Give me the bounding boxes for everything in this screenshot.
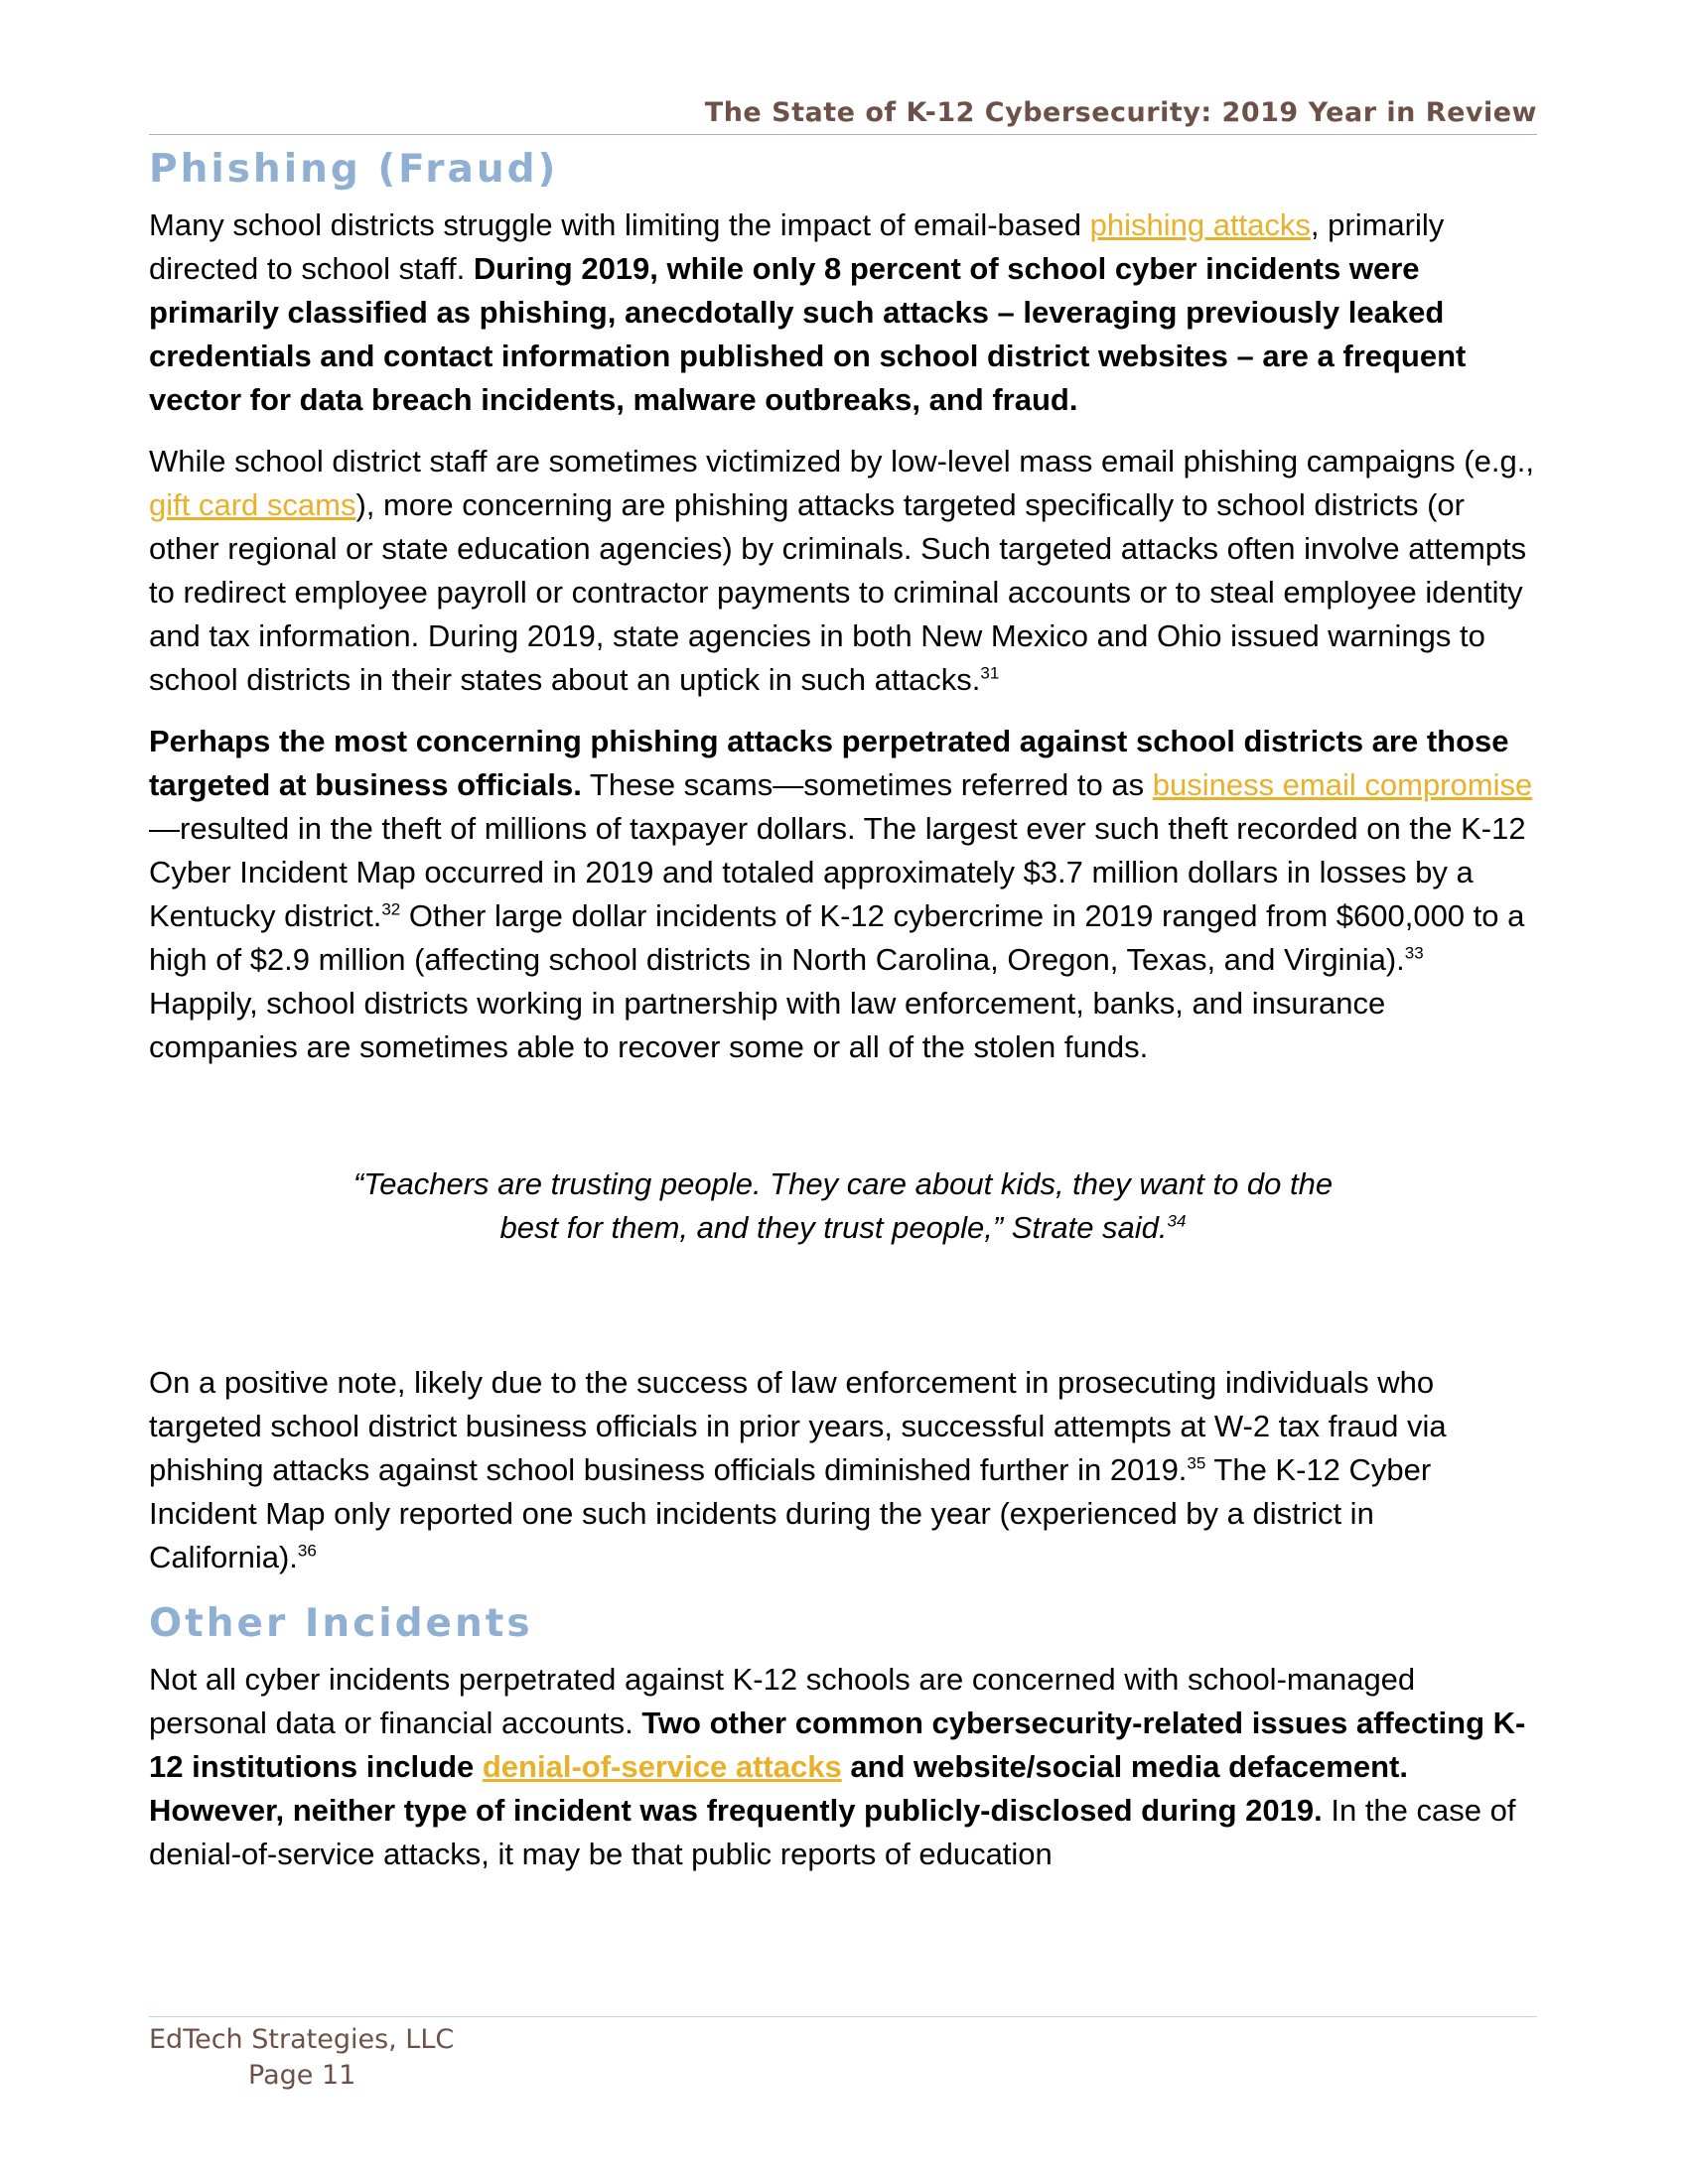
text-run: Other large dollar incidents of K-12 cybercrime in 2019 ranged from $600,000 to a high of $2.9 million (affecting school districts in North Carolina, Oregon, Texas, and Virginia). (149, 897, 1525, 977)
bold-text-run: Perhaps the most concerning phishing attacks perpetrated against school districts are those targeted at business officials. (149, 723, 1509, 802)
page-footer (149, 2022, 454, 2094)
text-run: Many school districts struggle with limiting the impact of email-based (149, 206, 1090, 242)
paragraph-w2-fraud (149, 1361, 1537, 1579)
text-run: These scams—sometimes referred to as (581, 766, 1153, 802)
footnote-ref-36: 36 (297, 1541, 317, 1561)
link-business-email-compromise[interactable]: business email compromise (1152, 766, 1533, 802)
document-body (149, 147, 1537, 1894)
text-run: Not all cyber incidents perpetrated against K-12 schools are concerned with school-managed personal data or financial accounts. (149, 1661, 1416, 1740)
footnote-ref-32: 32 (381, 899, 401, 919)
text-run: While school district staff are sometimes victimized by low-level mass email phishing campaigns (e.g., (149, 443, 1534, 478)
section-heading-other-incidents: Other Incidents (149, 1600, 533, 1646)
page-number: Page 11 (248, 2060, 356, 2091)
bold-text-run: During 2019, while only 8 percent of school cyber incidents were primarily classified as phishing, anecdotally such attacks – leveraging previously leaked credentials and contact information published on school district websites – are a frequent vector for data breach incidents, malware outbreaks, and fraud. (149, 250, 1467, 417)
footer-divider (149, 2016, 1537, 2017)
section-heading-phishing: Phishing (Fraud) (149, 147, 559, 192)
link-denial-of-service-attacks[interactable]: denial-of-service attacks (482, 1748, 842, 1784)
text-run: —resulted in the theft of millions of taxpayer dollars. The largest ever such theft recorded on the K-12 Cyber Incident Map occurred in 2019 and totaled approximately $3.7 million dollars in losses by a Kentucky district. (149, 810, 1526, 933)
quote-line-1: “Teachers are trusting people. They care about kids, they want to do the (352, 1165, 1334, 1201)
paragraph-business-officials (149, 720, 1537, 1069)
header-divider (149, 134, 1537, 135)
footer-company: EdTech Strategies, LLC (149, 2024, 455, 2055)
footnote-ref-35: 35 (1187, 1453, 1206, 1473)
text-run: ), more concerning are phishing attacks targeted specifically to school districts (or other regional or state education agencies) by criminals. Such targeted attacks often involve attempts to redirect employee payroll or contractor payments to criminal accounts or to steal employee identity and tax information. During 2019, state agencies in both New Mexico and Ohio issued warnings to school districts in their states about an uptick in such attacks. (149, 486, 1527, 697)
paragraph-other-incidents (149, 1658, 1537, 1876)
paragraph-phishing-campaigns (149, 440, 1537, 702)
footnote-ref-33: 33 (1404, 943, 1424, 963)
bold-text-run: Two other common cybersecurity-related issues affecting K-12 institutions include (149, 1705, 1526, 1784)
footnote-ref-34: 34 (1167, 1211, 1187, 1231)
link-gift-card-scams[interactable]: gift card scams (149, 486, 356, 522)
paragraph-phishing-intro (149, 204, 1537, 422)
text-run: In the case of denial-of-service attacks, it may be that public reports of education (149, 1792, 1516, 1871)
running-header: The State of K-12 Cybersecurity: 2019 Year in Review (704, 97, 1537, 128)
text-run: The K-12 Cyber Incident Map only reported one such incidents during the year (experienced by a district in California). (149, 1451, 1432, 1574)
text-run: , primarily directed to school staff. (149, 206, 1445, 286)
text-run: Happily, school districts working in partnership with law enforcement, banks, and insurance companies are sometimes able to recover some or all of the stolen funds. (149, 985, 1386, 1064)
text-run: best for them, and they trust people,” Strate said. (499, 1209, 1168, 1245)
text-run: On a positive note, likely due to the success of law enforcement in prosecuting individuals who targeted school district business officials in prior years, successful attempts at W-2 tax fraud via phishing attacks against school business officials diminished further in 2019. (149, 1364, 1447, 1487)
pull-quote (149, 1162, 1537, 1250)
link-phishing-attacks[interactable]: phishing attacks (1089, 206, 1311, 242)
bold-text-run: and website/social media defacement. However, neither type of incident was frequently publicly-disclosed during 2019. (149, 1748, 1408, 1828)
footnote-ref-31: 31 (980, 663, 1000, 683)
quote-line-2 (149, 1206, 1537, 1250)
